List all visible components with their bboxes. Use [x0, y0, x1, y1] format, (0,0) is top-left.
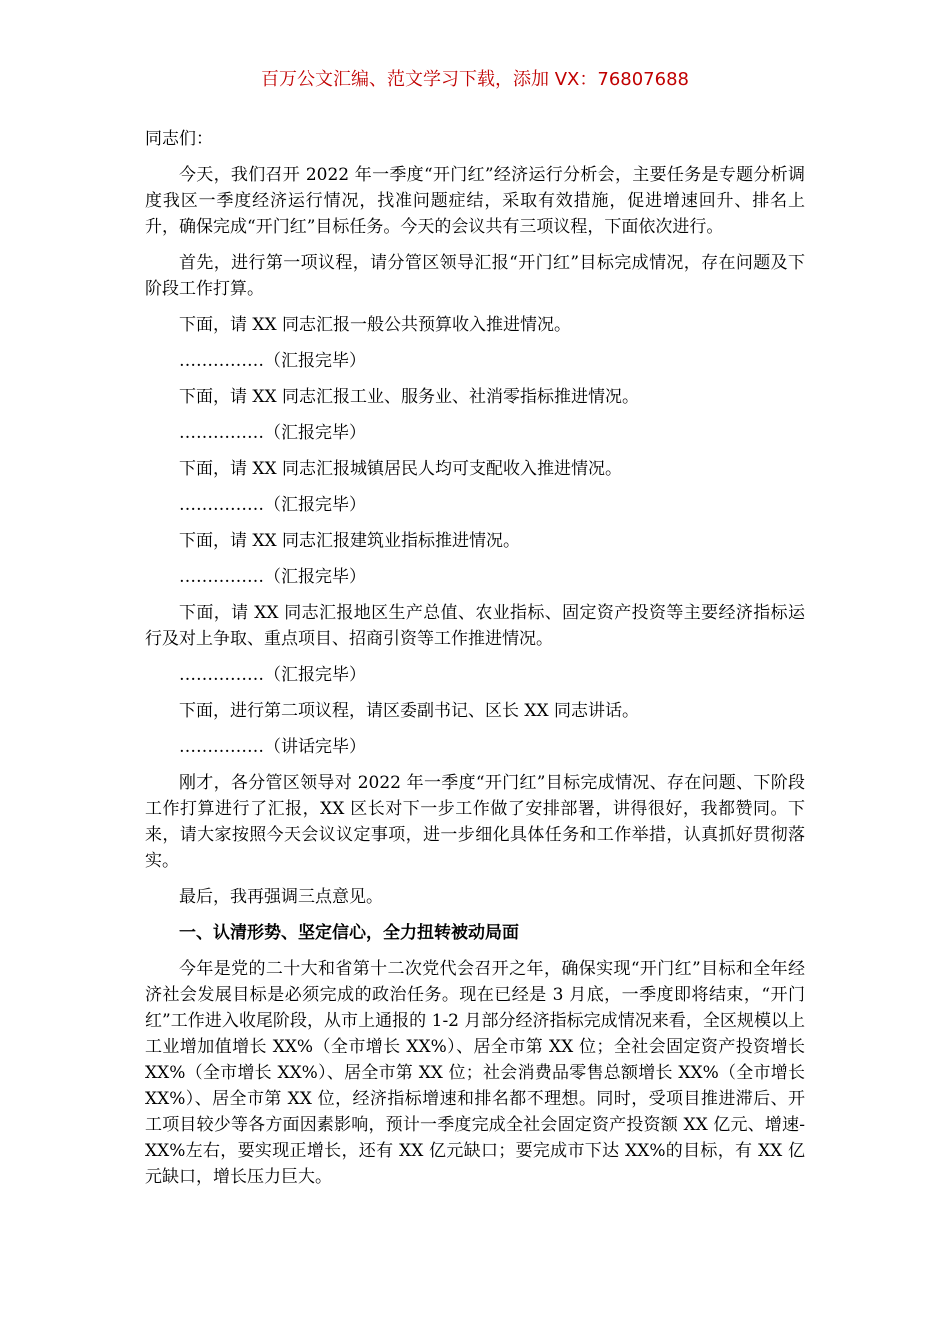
report-line-2: 下面，请 XX 同志汇报工业、服务业、社消零指标推进情况。 — [179, 387, 640, 407]
paragraph-finally: 最后，我再强调三点意见。 — [179, 887, 383, 907]
report-line-5: 下面，请 XX 同志汇报地区生产总值、农业指标、固定资产投资等主要经济指标运行及对上争取、重点项目、招商引资等工作推进情况。 — [145, 603, 805, 649]
second-agenda-line: 下面，进行第二项议程，请区委副书记、区长 XX 同志讲话。 — [179, 701, 640, 721]
report-done-1: ……………（汇报完毕） — [179, 351, 366, 371]
report-line-4: 下面，请 XX 同志汇报建筑业指标推进情况。 — [179, 531, 521, 551]
paragraph-intro: 今天，我们召开 2022 年一季度“开门红”经济运行分析会，主要任务是专题分析调度我区一季度经济运行情况，找准问题症结，采取有效措施，促进增速回升、排名上升，确保完成“开门红”目标任务。今天的会议共有三项议程，下面依次进行。 — [145, 165, 805, 237]
report-line-3: 下面，请 XX 同志汇报城镇居民人均可支配收入推进情况。 — [179, 459, 623, 479]
report-line-1: 下面，请 XX 同志汇报一般公共预算收入推进情况。 — [179, 315, 572, 335]
report-done-4: ……………（汇报完毕） — [179, 567, 366, 587]
document-body — [145, 126, 805, 1200]
paragraph-situation: 今年是党的二十大和省第十二次党代会召开之年，确保实现“开门红”目标和全年经济社会发展目标是必须完成的政治任务。现在已经是 3 月底，一季度即将结束，“开门红”工作进入收尾阶段，从市上通报的 1-2 月部分经济指标完成情况来看，全区规模以上工业增加值增长 XX%（全市增长 XX%）、居全市第 XX 位；全社会固定资产投资增长 XX%（全市增长 XX%）、居全市第 XX 位；社会消费品零售总额增长 XX%（全市增长 XX%）、居全市第 XX 位，经济指标增速和排名都不理想。同时，受项目推进滞后、开工项目较少等各方面因素影响，预计一季度完成全社会固定资产投资额 XX 亿元、增速-XX%左右，要实现正增长，还有 XX 亿元缺口；要完成市下达 XX%的目标，有 XX 亿元缺口，增长压力巨大。 — [145, 959, 805, 1187]
salutation: 同志们： — [145, 129, 213, 149]
report-done-2: ……………（汇报完毕） — [179, 423, 366, 443]
paragraph-first-agenda: 首先，进行第一项议程，请分管区领导汇报“开门红”目标完成情况，存在问题及下阶段工作打算。 — [145, 253, 805, 299]
report-done-5: ……………（汇报完毕） — [179, 665, 366, 685]
report-done-3: ……………（汇报完毕） — [179, 495, 366, 515]
promo-header: 百万公文汇编、范文学习下载，添加 VX：76807688 — [261, 69, 689, 90]
paragraph-summary: 刚才，各分管区领导对 2022 年一季度“开门红”目标完成情况、存在问题、下阶段工作打算进行了汇报，XX 区长对下一步工作做了安排部署，讲得很好，我都赞同。下来，请大家按照今天会议议定事项，进一步细化具体任务和工作举措，认真抓好贯彻落实。 — [145, 773, 805, 871]
section-heading-1: 一、认清形势、坚定信心，全力扭转被动局面 — [179, 923, 519, 943]
speech-done: ……………（讲话完毕） — [179, 737, 366, 757]
